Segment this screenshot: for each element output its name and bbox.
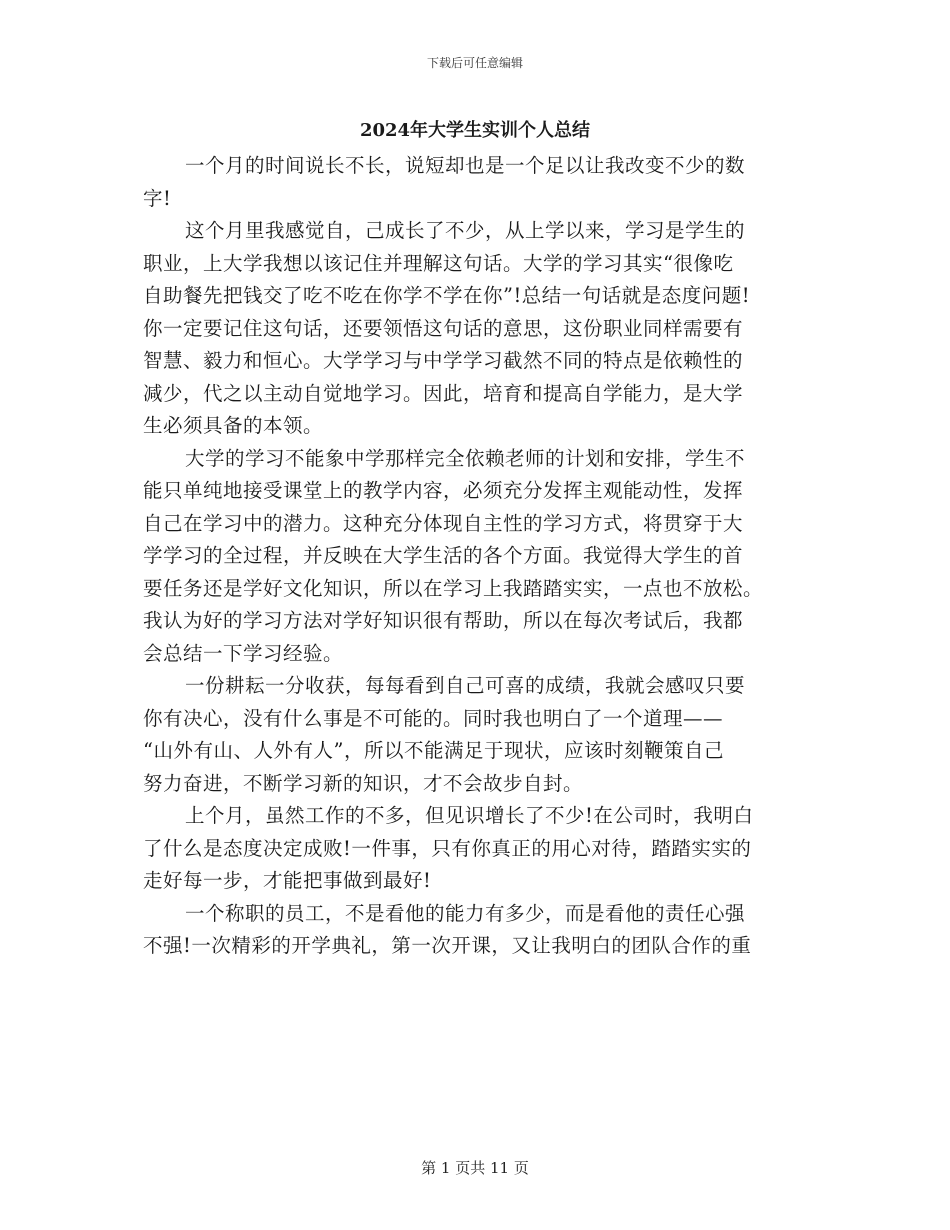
text-line: 自助餐先把钱交了吃不吃在你学不学在你”!总结一句话就是态度问题! [143,284,751,307]
text-line: 学学习的全过程，并反映在大学生活的各个方面。我觉得大学生的首 [143,544,744,567]
text-line: 走好每一步，才能把事做到最好! [143,869,432,892]
text-line: 了什么是态度决定成败!一件事，只有你真正的用心对待，踏踏实实的 [143,836,752,860]
document-title: 2024年大学生实训个人总结 [359,120,591,141]
text-line: 自己在学习中的潜力。这种充分体现自主性的学习方式，将贯穿于大 [143,511,744,535]
text-line: 不强!一次精彩的开学典礼，第一次开课，又让我明白的团队合作的重 [143,934,752,957]
text-line: 一个月的时间说长不长，说短却也是一个足以让我改变不少的数 [185,154,746,177]
text-line: 这个月里我感觉自，己成长了不少，从上学以来，学习是学生的 [185,219,746,242]
text-line: 会总结一下学习经验。 [143,641,344,665]
text-line: 你有决心，没有什么事是不可能的。同时我也明白了一个道理—— [143,706,724,730]
text-line: 生必须具备的本领。 [143,414,324,437]
text-line: 职业，上大学我想以该记住并理解这句话。大学的学习其实“很像吃 [143,251,734,275]
text-line: 上个月，虽然工作的不多，但见识增长了不少!在公司时，我明白 [185,804,754,827]
text-line: 能只单纯地接受课堂上的教学内容，必须充分发挥主观能动性，发挥 [143,479,744,502]
text-line: 一个称职的员工，不是看他的能力有多少，而是看他的责任心强 [185,901,746,925]
header-note: 下载后可任意编辑 [426,56,523,70]
text-line: 你一定要记住这句话，还要领悟这句话的意思，这份职业同样需要有 [143,316,744,340]
text-line: 努力奋进，不断学习新的知识，才不会故步自封。 [143,771,584,795]
text-line: 我认为好的学习方法对学好知识很有帮助，所以在每次考试后，我都 [143,609,744,632]
text-line: 大学的学习不能象中学那样完全依赖老师的计划和安排，学生不 [185,446,746,470]
text-line: 要任务还是学好文化知识，所以在学习上我踏踏实实，一点也不放松。 [143,576,764,600]
text-line: “山外有山、人外有人”，所以不能满足于现状，应该时刻鞭策自己 [143,739,724,762]
document-body [143,150,823,963]
page-footer: 第 1 页共 11 页 [421,1159,529,1177]
text-line: 字! [143,186,172,210]
text-line: 智慧、毅力和恒心。大学学习与中学学习截然不同的特点是依赖性的 [143,349,744,372]
text-line: 减少，代之以主动自觉地学习。因此，培育和提高自学能力，是大学 [143,381,744,405]
text-line: 一份耕耘一分收获，每每看到自己可喜的成绩，我就会感叹只要 [185,674,746,697]
